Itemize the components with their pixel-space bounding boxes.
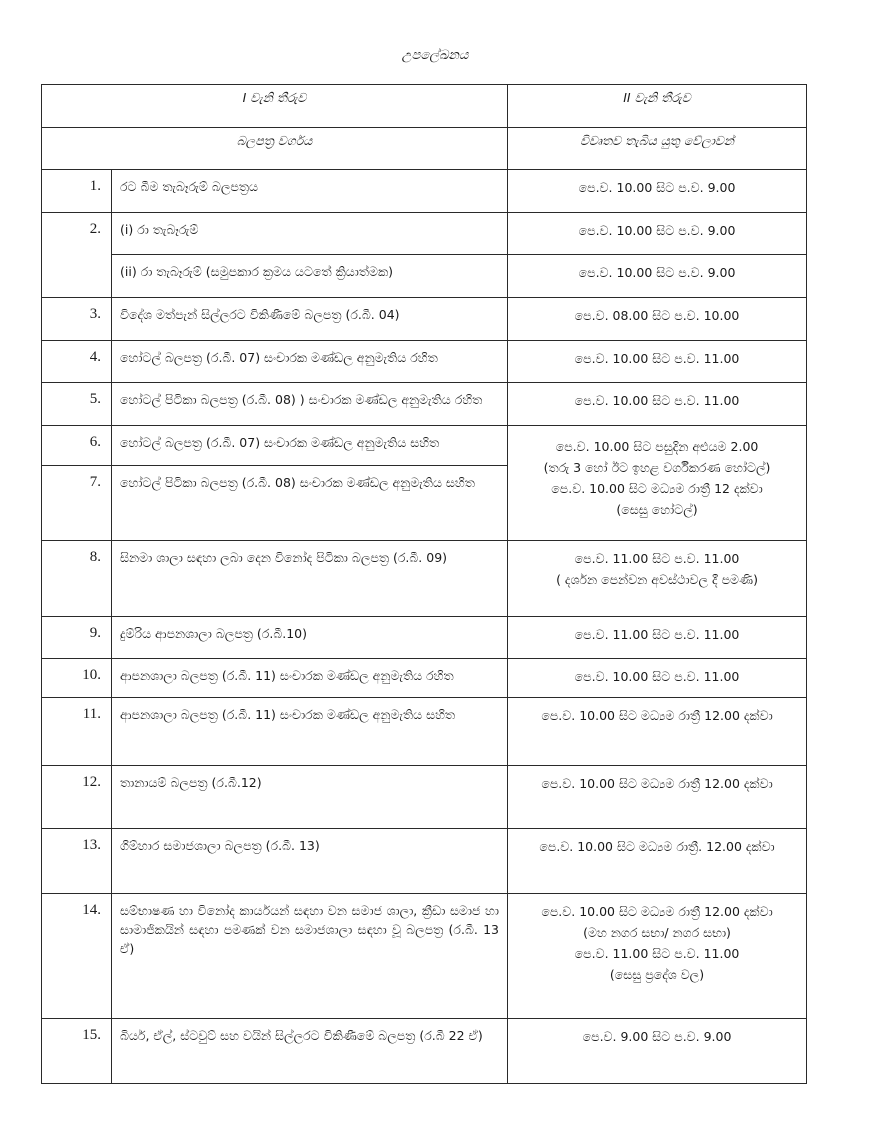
hours-note: (සෙසු හෝටල්)	[616, 502, 698, 517]
row-number: 13.	[42, 829, 112, 894]
opening-hours	[508, 894, 807, 1019]
opening-hours	[508, 426, 807, 541]
hours-line: පෙ.ව. 10.00 සිට ප.ව. 11.00	[574, 393, 740, 408]
table-header-row	[42, 85, 807, 128]
license-type: ආපනශාලා බලපත්‍ර (ර.බී. 11) සංචාරක මණ්ඩල අනුමැතිය සහිත	[112, 698, 508, 766]
row-number: 2.	[42, 213, 112, 298]
hours-line: පෙ.ව. 9.00 සිට ප.ව. 9.00	[582, 1029, 732, 1044]
opening-hours	[508, 698, 807, 766]
table-row	[42, 698, 807, 766]
table-row	[42, 383, 807, 426]
table-row	[42, 341, 807, 383]
row-number: 15.	[42, 1019, 112, 1084]
table-row	[42, 298, 807, 341]
license-type: (i) රා තැබෑරුම්	[112, 213, 508, 255]
license-type: හෝටල් බලපත්‍ර (ර.බී. 07) සංචාරක මණ්ඩල අනුමැතිය සහිත	[112, 426, 508, 466]
column-2-title: II වැනි තීරුව	[508, 85, 807, 128]
hours-line: පෙ.ව. 10.00 සිට මධ්‍යම රාත්‍රී 12.00 දක්වා	[541, 776, 773, 791]
hours-note: (සෙසු ප්‍රදේශ වල)	[609, 967, 705, 982]
table-row	[42, 894, 807, 1019]
opening-hours	[508, 383, 807, 426]
row-number: 14.	[42, 894, 112, 1019]
hours-note: ( දර්ශන පෙන්වන අවස්ථාවල දී පමණි)	[556, 572, 758, 587]
opening-hours	[508, 341, 807, 383]
license-type: හෝටල් බලපත්‍ර (ර.බී. 07) සංචාරක මණ්ඩල අනුමැතිය රහිත	[112, 341, 508, 383]
opening-hours	[508, 617, 807, 659]
opening-hours	[508, 541, 807, 617]
hours-line: පෙ.ව. 10.00 සිට මධ්‍යම රාත්‍රී 12.00 දක්වා	[541, 904, 773, 919]
document-title: උපලේඛනය	[401, 48, 469, 63]
row-number: 3.	[42, 298, 112, 341]
table-row	[42, 659, 807, 698]
hours-line: පෙ.ව. 08.00 සිට ප.ව. 10.00	[574, 308, 740, 323]
hours-line: පෙ.ව. 10.00 සිට ප.ව. 9.00	[578, 180, 736, 195]
license-type: බියර්, ඒල්, ස්ටවුට් සහ වයින් සිල්ලරට විකිණීමේ බලපත්‍ර (ර.බී 22 ඒ)	[112, 1019, 508, 1084]
hours-line: පෙ.ව. 11.00 සිට ප.ව. 11.00	[574, 551, 740, 566]
license-type: රට බීම තැබෑරුම් බලපත්‍රය	[112, 170, 508, 213]
opening-hours	[508, 766, 807, 829]
opening-hours	[508, 659, 807, 698]
table-subheader-row	[42, 128, 807, 170]
table-row	[42, 213, 807, 255]
hours-note: (මහ නගර සභා/ නගර සභා)	[583, 925, 731, 940]
license-type: හෝටල් පිටිකා බලපත්‍ර (ර.බී. 08) සංචාරක මණ්ඩල අනුමැතිය සහිත	[112, 466, 508, 541]
row-number: 5.	[42, 383, 112, 426]
hours-line: පෙ.ව. 10.00 සිට පසුදින අළුයම 2.00	[555, 439, 759, 454]
opening-hours	[508, 213, 807, 255]
license-hours-table	[41, 84, 807, 1084]
row-number: 8.	[42, 541, 112, 617]
hours-line: පෙ.ව. 10.00 සිට ප.ව. 9.00	[578, 265, 736, 280]
table-row	[42, 170, 807, 213]
hours-note: (තරු 3 හෝ ඊට ඉහළ වර්ගීකරණ හෝටල්)	[543, 460, 771, 475]
row-number: 12.	[42, 766, 112, 829]
column-1-title: I වැනි තීරුව	[42, 85, 508, 128]
table-row	[42, 541, 807, 617]
table-row	[42, 829, 807, 894]
row-number: 7.	[42, 466, 112, 541]
row-number: 6.	[42, 426, 112, 466]
license-type: දුම්රිය ආපනශාලා බලපත්‍ර (ර.බී.10)	[112, 617, 508, 659]
license-type: ගිම්හාර සමාජශාලා බලපත්‍ර (ර.බී. 13)	[112, 829, 508, 894]
license-type: විදේශ මත්පැන් සිල්ලරට විකිණීමේ බලපත්‍ර (ර.බී. 04)	[112, 298, 508, 341]
license-type: ආපනශාලා බලපත්‍ර (ර.බී. 11) සංචාරක මණ්ඩල අනුමැතිය රහිත	[112, 659, 508, 698]
row-number: 4.	[42, 341, 112, 383]
hours-line: පෙ.ව. 10.00 සිට ප.ව. 11.00	[574, 669, 740, 684]
opening-hours-heading: විවෘතව තැබිය යුතු වේලාවන්	[508, 128, 807, 170]
row-number: 1.	[42, 170, 112, 213]
license-type: (ii) රා තැබෑරුම් (සමුපකාර ක්‍රමය යටතේ ක්‍රියාත්මක)	[112, 255, 508, 298]
hours-line: පෙ.ව. 10.00 සිට ප.ව. 11.00	[574, 351, 740, 366]
table-row	[42, 426, 807, 466]
row-number: 9.	[42, 617, 112, 659]
hours-line: පෙ.ව. 11.00 සිට ප.ව. 11.00	[574, 627, 740, 642]
row-number: 11.	[42, 698, 112, 766]
table-row	[42, 1019, 807, 1084]
opening-hours	[508, 1019, 807, 1084]
opening-hours	[508, 829, 807, 894]
row-number: 10.	[42, 659, 112, 698]
license-type: හෝටල් පිටිකා බලපත්‍ර (ර.බී. 08) ) සංචාරක මණ්ඩල අනුමැතිය රහිත	[112, 383, 508, 426]
license-type: සම්භාෂණ හා විනෝද කාර්යයන් සඳහා වන සමාජ ශාලා, ක්‍රීඩා සමාජ හා සාමාජිකයින් සඳහා පමණක් වන සමාජශාලා සඳහා වූ බලපත්‍ර (ර.බී. 13 ඒ)	[112, 894, 508, 1019]
opening-hours	[508, 255, 807, 298]
table-row	[42, 617, 807, 659]
license-type: සිනමා ශාලා සඳහා ලබා දෙන විනෝද පිටිකා බලපත්‍ර (ර.බී. 09)	[112, 541, 508, 617]
hours-line: පෙ.ව. 10.00 සිට මධ්‍යම රාත්‍රී 12.00 දක්වා	[541, 708, 773, 723]
hours-line: පෙ.ව. 10.00 සිට මධ්‍යම රාත්‍රී 12 දක්වා	[551, 481, 763, 496]
table-row	[42, 255, 807, 298]
opening-hours	[508, 170, 807, 213]
license-type-heading: බලපත්‍ර වර්ගය	[42, 128, 508, 170]
opening-hours	[508, 298, 807, 341]
hours-line: පෙ.ව. 11.00 සිට ප.ව. 11.00	[574, 946, 740, 961]
license-type: තානායම් බලපත්‍ර (ර.බී.12)	[112, 766, 508, 829]
table-row	[42, 766, 807, 829]
hours-line: පෙ.ව. 10.00 සිට මධ්‍යම රාත්‍රී. 12.00 දක්වා	[539, 839, 775, 854]
hours-line: පෙ.ව. 10.00 සිට ප.ව. 9.00	[578, 223, 736, 238]
